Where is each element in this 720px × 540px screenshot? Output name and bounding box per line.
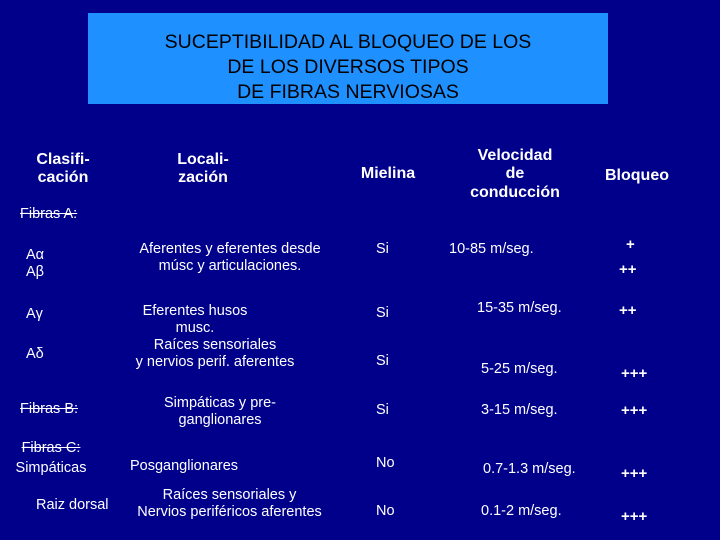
group-label-fibras-c: Fibras C:: [21, 440, 81, 456]
row5-velocidad: 0.7-1.3 m/seg.: [483, 461, 576, 477]
row4-bloqueo: +++: [621, 402, 648, 419]
title-line-1: SUCEPTIBILIDAD AL BLOQUEO DE LOS: [164, 31, 532, 53]
group-label-fibras-a: Fibras A:: [20, 206, 78, 222]
row5-mielina: No: [376, 455, 395, 471]
title-box: [88, 13, 608, 104]
row6-velocidad: 0.1-2 m/seg.: [481, 503, 562, 519]
header-clasificacion: Clasifi- cación: [36, 151, 90, 187]
row3-velocidad: 5-25 m/seg.: [481, 361, 558, 377]
row3-bloqueo: +++: [621, 365, 648, 382]
header-localizacion: Locali- zación: [177, 151, 229, 187]
row1-bloqueo-2: ++: [619, 261, 637, 278]
row4-mielina: Si: [376, 402, 389, 418]
row2-velocidad: 15-35 m/seg.: [477, 300, 562, 316]
row2-mielina: Si: [376, 305, 389, 321]
row2-bloqueo: ++: [619, 302, 637, 319]
row1-bloqueo-1: +: [626, 236, 635, 253]
row5-bloqueo: +++: [621, 465, 648, 482]
row6-bloqueo: +++: [621, 508, 648, 525]
header-velocidad: Velocidad de conducción: [470, 147, 560, 201]
row1-clasificacion: Aα Aβ: [26, 247, 45, 280]
group-label-fibras-b: Fibras B:: [20, 401, 79, 417]
row2-localizacion: Eferentes husos musc.: [142, 303, 248, 336]
row5-clasificacion: Simpáticas: [15, 460, 87, 476]
row2-clasificacion: Aγ: [26, 306, 43, 322]
row3-mielina: Si: [376, 353, 389, 369]
row1-localizacion: Aferentes y eferentes desde músc y articulaciones.: [139, 241, 321, 274]
row5-localizacion: Posganglionares: [130, 458, 239, 474]
row6-mielina: No: [376, 503, 395, 519]
title-line-3: DE FIBRAS NERVIOSAS: [237, 81, 459, 103]
header-mielina: Mielina: [360, 165, 416, 182]
row4-velocidad: 3-15 m/seg.: [481, 402, 558, 418]
row6-clasificacion: Raiz dorsal: [36, 497, 109, 513]
row3-clasificacion: Aδ: [26, 346, 44, 362]
title-line-2: DE LOS DIVERSOS TIPOS: [227, 56, 469, 78]
header-bloqueo: Bloqueo: [605, 167, 669, 184]
row1-mielina: Si: [376, 241, 389, 257]
row4-localizacion: Simpáticas y pre- ganglionares: [163, 395, 276, 428]
row6-localizacion: Raíces sensoriales y Nervios periféricos aferentes: [137, 487, 322, 520]
row3-localizacion: Raíces sensoriales y nervios perif. aferentes: [135, 337, 295, 370]
row1-velocidad: 10-85 m/seg.: [449, 241, 534, 257]
